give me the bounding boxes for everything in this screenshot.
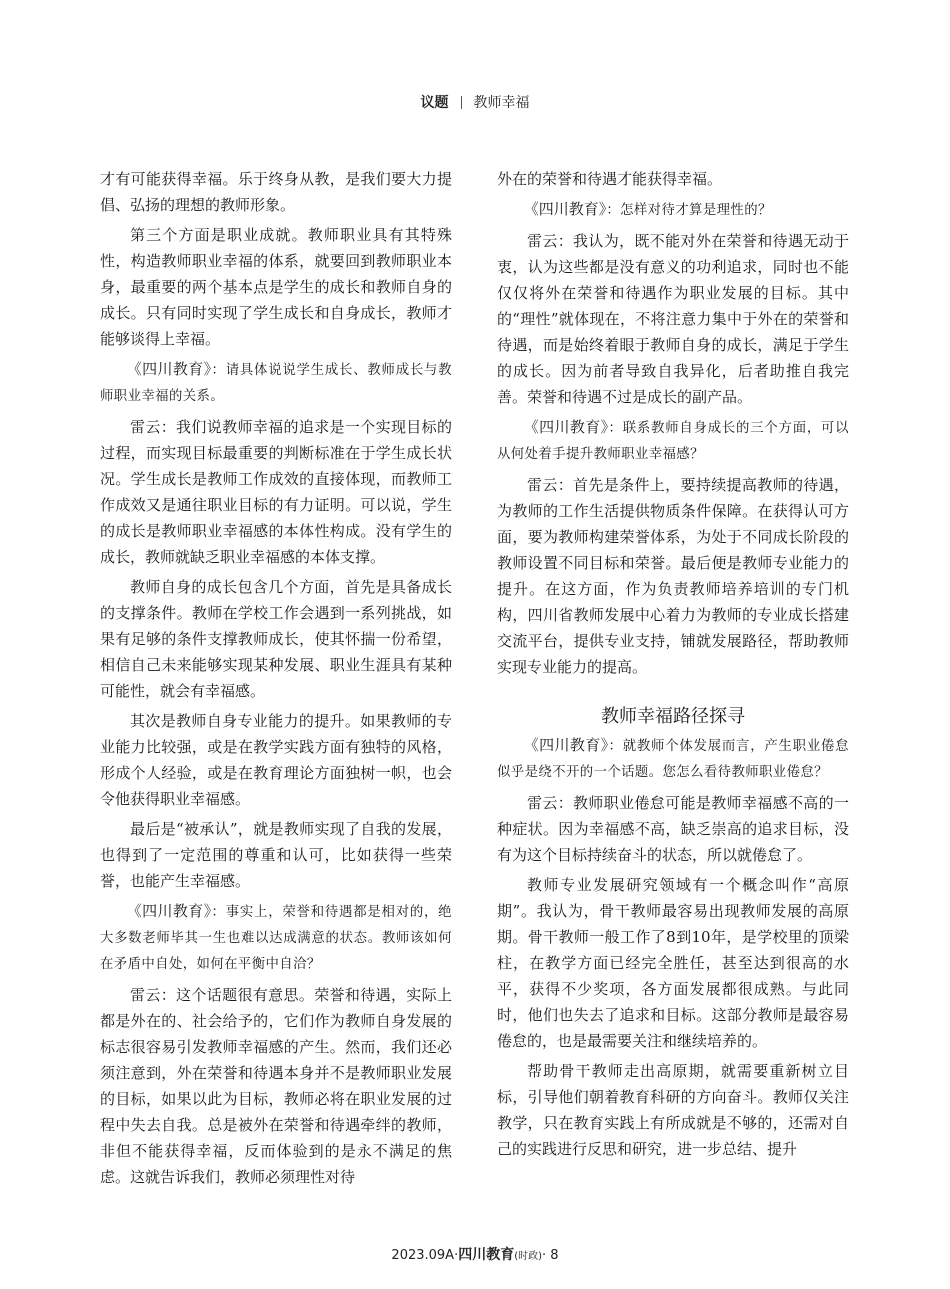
question-source: 《四川教育》 (523, 418, 609, 436)
magazine-edition: (时政) (514, 1251, 543, 1262)
paragraph: 外在的荣誉和待遇才能获得幸福。 (497, 170, 723, 188)
question-text: ：事实上，荣誉和待遇都是相对的，绝大多数老师毕其一生也难以达成满意的状态。教师该如何在矛盾中自处，如何在平衡中自洽？ (100, 905, 452, 972)
question-source: 《四川教育》 (523, 736, 609, 754)
page-header (0, 92, 950, 112)
question-source: 《四川教育》 (523, 200, 607, 218)
paragraph: 雷云：这个话题很有意思。荣誉和待遇，实际上都是外在的、社会给予的，它们作为教师自身发展的标志很容易引发教师幸福感的产生。然而，我们还必须注意到，外在荣誉和待遇本身并不是教师职业发展的目标，如果以此为目标，教师必将在职业发展的过程中失去自我。总是被外在荣誉和待遇牵绊的教师，非但不能获得幸福，反而体验到的是永不满足的焦虑。这就告诉我们，教师必须理性对待 (100, 986, 452, 1186)
page-footer: 2023.09A·四川教育(时政)· 8 (391, 1247, 559, 1263)
question-text: ：联系教师自身成长的三个方面，可以从何处着手提升教师职业幸福感？ (497, 421, 849, 462)
interview-question (497, 414, 849, 468)
paragraph: 最后是“被承认”，就是教师实现了自我的发展，也得到了一定范围的尊重和认可，比如获得一些荣誉，也能产生幸福感。 (100, 820, 452, 890)
left-column (100, 166, 452, 1194)
paragraph: 才有可能获得幸福。乐于终身从教，是我们要大力提倡、弘扬的理想的教师形象。 (100, 170, 452, 214)
paragraph: 雷云：教师职业倦怠可能是教师幸福感不高的一种症状。因为幸福感不高，缺乏崇高的追求目标，没有为这个目标持续奋斗的状态，所以就倦怠了。 (497, 794, 849, 864)
paragraph: 雷云：我们说教师幸福的追求是一个实现目标的过程，而实现目标最重要的判断标准在于学生成长状况。学生成长是教师工作成效的直接体现，而教师工作成效又是通往职业目标的有力证明。可以说，学生的成长是教师职业幸福感的本体性构成。没有学生的成长，教师就缺乏职业幸福感的本体支撑。 (100, 418, 452, 566)
paragraph: 第三个方面是职业成就。教师职业具有其特殊性，构造教师职业幸福的体系，就要回到教师职业本身，最重要的两个基本点是学生的成长和教师自身的成长。只有同时实现了学生成长和自身成长，教师才能够谈得上幸福。 (100, 226, 452, 348)
magazine-name: 四川教育 (458, 1247, 515, 1263)
page-number: 8 (550, 1248, 559, 1263)
section-heading: 教师幸福路径探寻 (601, 706, 745, 727)
interview-question (100, 898, 452, 978)
question-source: 《四川教育》 (126, 902, 212, 920)
paragraph: 雷云：首先是条件上，要持续提高教师的待遇，为教师的工作生活提供物质条件保障。在获得认可方面，要为教师构建荣誉体系，为处于不同成长阶段的教师设置不同目标和荣誉。最后便是教师专业能力的提升。在这方面，作为负责教师培养培训的专门机构，四川省教师发展中心着力为教师的专业成长搭建交流平台，提供专业支持，铺就发展路径，帮助教师实现专业能力的提高。 (497, 476, 849, 676)
question-text: ：请具体说说学生成长、教师成长与教师职业幸福的关系。 (100, 363, 452, 404)
right-column (497, 166, 849, 1166)
paragraph: 帮助骨干教师走出高原期，就需要重新树立目标，引导他们朝着教育科研的方向奋斗。教师仅关注教学，只在教育实践上有所成就是不够的，还需对自己的实践进行反思和研究，进一步总结、提升 (497, 1062, 849, 1158)
interview-question (100, 356, 452, 410)
paragraph: 教师专业发展研究领域有一个概念叫作“高原期”。我认为，骨干教师最容易出现教师发展的高原期。骨干教师一般工作了8到10年，是学校里的顶梁柱，在教学方面已经完全胜任，甚至达到很高的水平，获得不少奖项，各方面发展都很成熟。与此同时，他们也失去了追求和目标。这部分教师是最容易倦怠的，也是最需要关注和继续培养的。 (497, 876, 849, 1050)
question-source: 《四川教育》 (126, 360, 212, 378)
section-label: 议题 (420, 95, 449, 111)
question-text: ：怎样对待才算是理性的？ (606, 203, 772, 218)
paragraph: 教师自身的成长包含几个方面，首先是具备成长的支撑条件。教师在学校工作会遇到一系列挑战，如果有足够的条件支撑教师成长，使其怀揣一份希望，相信自己未来能够实现某种发展、职业生涯具有某种可能性，就会有幸福感。 (100, 578, 452, 700)
interview-question (497, 732, 849, 786)
paragraph: 雷云：我认为，既不能对外在荣誉和待遇无动于衷，认为这些都是没有意义的功利追求，同时也不能仅仅将外在荣誉和待遇作为职业发展的目标。其中的“理性”就体现在，不将注意力集中于外在的荣誉和待遇，而是始终着眼于教师自身的成长，满足于学生的成长。因为前者导致自我异化，后者助推自我完善。荣誉和待遇不过是成长的副产品。 (497, 232, 849, 406)
interview-question (497, 196, 849, 224)
paragraph: 其次是教师自身专业能力的提升。如果教师的专业能力比较强，或是在教学实践方面有独特的风格，形成个人经验，或是在教育理论方面独树一帜，也会令他获得职业幸福感。 (100, 712, 452, 808)
issue-number: 2023.09A (391, 1248, 455, 1263)
question-text: ：就教师个体发展而言，产生职业倦怠似乎是绕不开的一个话题。您怎么看待教师职业倦怠？ (497, 739, 849, 780)
topic-label: 教师幸福 (473, 95, 530, 111)
header-divider (461, 96, 462, 109)
